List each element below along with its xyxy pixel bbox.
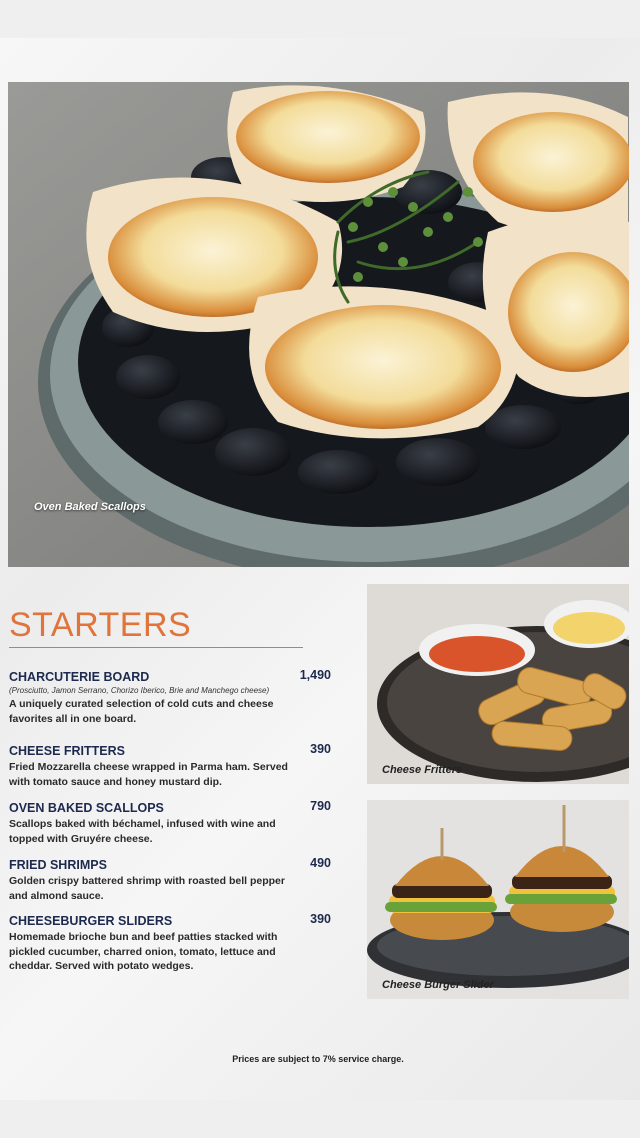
- item-name: CHEESE FRITTERS: [9, 744, 125, 758]
- item-description: Scallops baked with béchamel, infused with wine and topped with Gruyére cheese.: [9, 818, 276, 845]
- title-divider: [9, 647, 303, 648]
- item-price: 390: [310, 742, 331, 756]
- item-name: CHARCUTERIE BOARD: [9, 670, 150, 684]
- service-charge-note: Prices are subject to 7% service charge.: [232, 1054, 404, 1064]
- item-price: 390: [310, 912, 331, 926]
- menu-item: [9, 856, 339, 903]
- item-description: Fried Mozzarella cheese wrapped in Parma ham. Served with tomato sauce and honey mustard dip.: [9, 761, 288, 788]
- hero-caption: Oven Baked Scallops: [34, 501, 146, 513]
- item-subtitle: (Prosciutto, Jamon Serrano, Chorizo Iberico, Brie and Manchego cheese): [9, 686, 270, 695]
- hero-image-scallops: [8, 82, 629, 567]
- item-description: Homemade brioche bun and beef patties stacked with pickled cucumber, charred onion, tomato, lettuce and cheddar. Served with potato wedges.: [9, 931, 278, 972]
- fritters-illustration: [367, 584, 629, 784]
- photo-cheese-fritters: [367, 584, 629, 784]
- item-description: Golden crispy battered shrimp with roasted bell pepper and almond sauce.: [9, 875, 285, 902]
- photo-cheeseburger-slider: [367, 800, 629, 999]
- menu-item: [9, 742, 339, 789]
- menu-item: [9, 799, 339, 846]
- menu-item: [9, 912, 339, 974]
- item-price: 490: [310, 856, 331, 870]
- section-title: STARTERS: [9, 606, 192, 644]
- item-price: 1,490: [299, 668, 331, 682]
- burger-caption: Cheese Burger Slider: [382, 979, 494, 991]
- fritters-caption: Cheese Fritters: [382, 764, 463, 776]
- item-name: FRIED SHRIMPS: [9, 858, 107, 872]
- item-description: A uniquely curated selection of cold cuts and cheese favorites all in one board.: [9, 698, 274, 725]
- item-price: 790: [310, 799, 331, 813]
- menu-item: [9, 668, 339, 726]
- burger-illustration: [367, 800, 629, 999]
- item-name: OVEN BAKED SCALLOPS: [9, 801, 164, 815]
- item-name: CHEESEBURGER SLIDERS: [9, 914, 173, 928]
- scallops-illustration: [8, 82, 629, 567]
